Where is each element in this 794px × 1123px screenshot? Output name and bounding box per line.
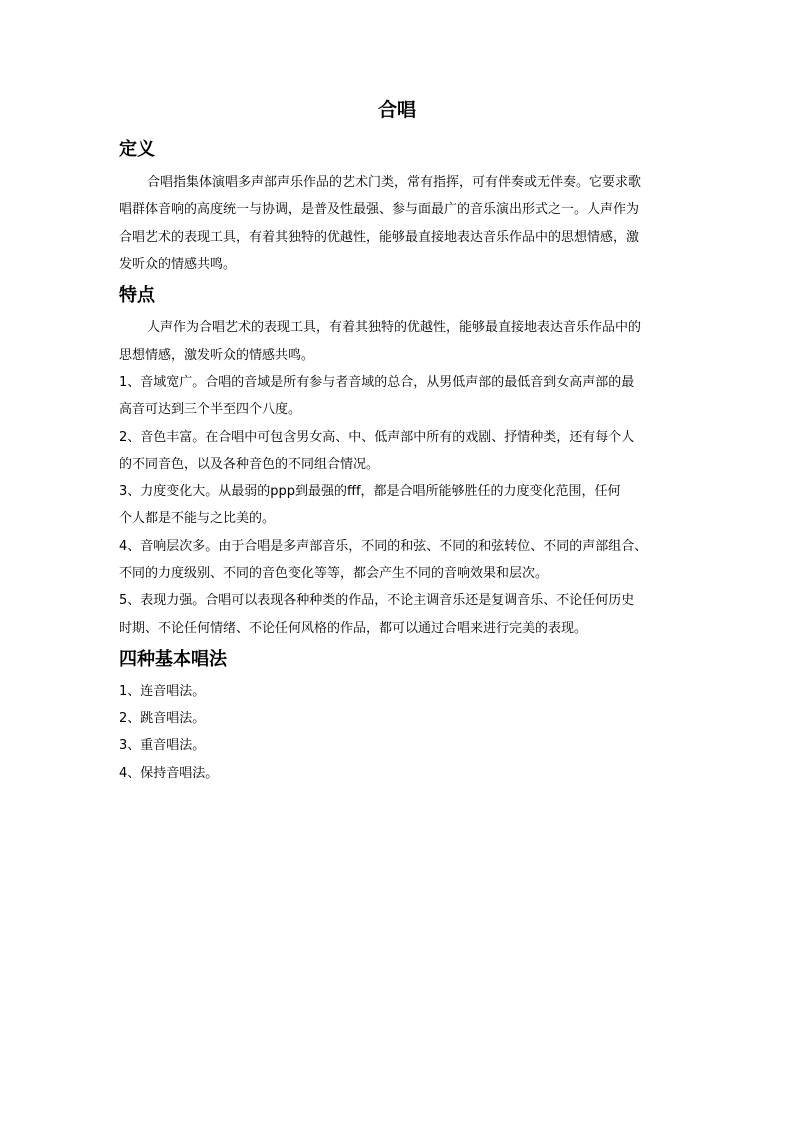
paragraph-line: 唱群体音响的高度统一与协调，是普及性最强、参与面最广的音乐演出形式之一。人声作为 [119, 202, 640, 217]
paragraph-line: 思想情感，激发听众的情感共鸣。 [119, 348, 315, 363]
list-item-line: 3、力度变化大。从最弱的ppp到最强的fff，都是合唱所能够胜任的力度变化范围，任何 [119, 484, 621, 499]
list-item-line: 的不同音色，以及各种音色的不同组合情况。 [119, 457, 380, 472]
paragraph-line: 合唱艺术的表现工具，有着其独特的优越性，能够最直接地表达音乐作品中的思想情感，激 [119, 230, 640, 245]
section-heading-features: 特点 [119, 285, 155, 306]
list-item-line: 4、保持音唱法。 [119, 766, 219, 781]
list-item-line: 不同的力度级别、不同的音色变化等等，都会产生不同的音响效果和层次。 [119, 566, 549, 581]
list-item-line: 5、表现力强。合唱可以表现各种种类的作品，不论主调音乐还是复调音乐、不论任何历史 [119, 593, 635, 608]
list-item-line: 时期、不论任何情绪、不论任何风格的作品，都可以通过合唱来进行完美的表现。 [119, 621, 588, 636]
paragraph-line: 发听众的情感共鸣。 [119, 257, 237, 272]
section-heading-methods: 四种基本唱法 [119, 649, 227, 670]
list-item-line: 4、音响层次多。由于合唱是多声部音乐，不同的和弦、不同的和弦转位、不同的声部组合、 [119, 539, 648, 554]
list-item-line: 1、音域宽广。合唱的音域是所有参与者音域的总合，从男低声部的最低音到女高声部的最 [119, 375, 635, 390]
list-item-line: 个人都是不能与之比美的。 [119, 511, 276, 526]
paragraph-line: 合唱指集体演唱多声部声乐作品的艺术门类，常有指挥，可有伴奏或无伴奏。它要求歌 [147, 175, 642, 190]
page-title: 合唱 [377, 99, 416, 121]
paragraph-line: 人声作为合唱艺术的表现工具，有着其独特的优越性，能够最直接地表达音乐作品中的 [147, 320, 642, 335]
list-item-line: 1、连音唱法。 [119, 684, 206, 699]
list-item-line: 高音可达到三个半至四个八度。 [119, 402, 302, 417]
list-item-line: 2、音色丰富。在合唱中可包含男女高、中、低声部中所有的戏剧、抒情种类，还有每个人 [119, 430, 635, 445]
section-heading-definition: 定义 [119, 139, 155, 160]
list-item-line: 2、跳音唱法。 [119, 711, 206, 726]
list-item-line: 3、重音唱法。 [119, 738, 206, 753]
